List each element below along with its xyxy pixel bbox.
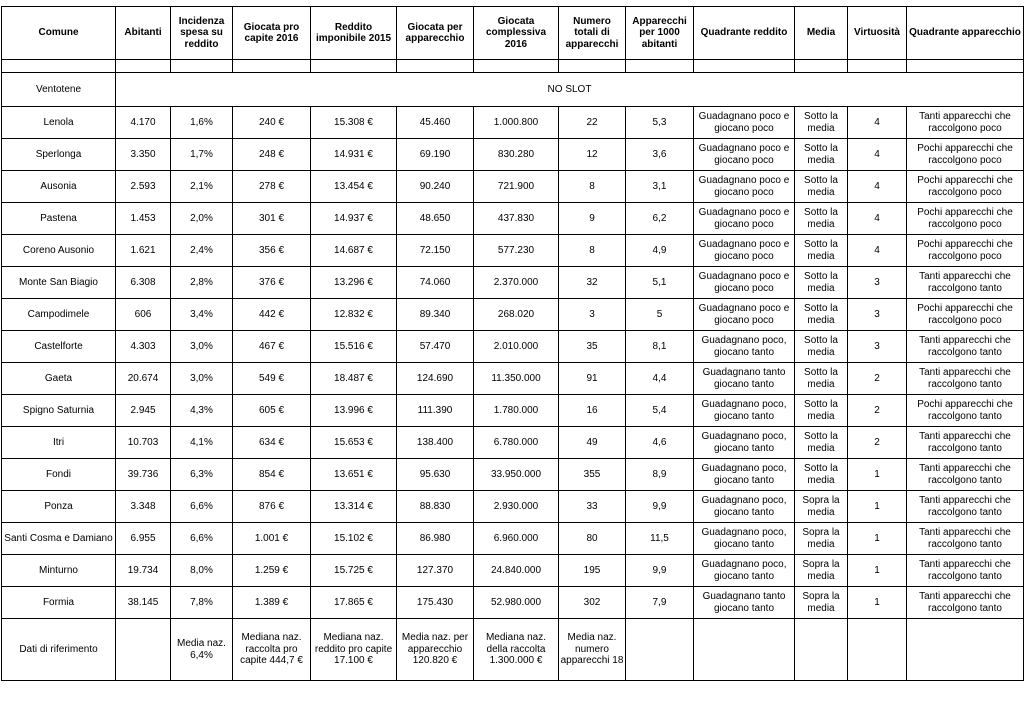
table-cell: 86.980 (397, 523, 474, 555)
table-cell: Guadagnano poco, giocano tanto (694, 331, 795, 363)
table-cell: 3 (559, 299, 626, 331)
table-cell: 3 (848, 299, 907, 331)
table-cell: 74.060 (397, 267, 474, 299)
table-cell: Minturno (2, 555, 116, 587)
table-cell: 1.453 (116, 203, 171, 235)
table-cell: Pochi apparecchi che raccolgono poco (907, 299, 1024, 331)
table-cell: Pochi apparecchi che raccolgono poco (907, 139, 1024, 171)
table-cell: Guadagnano poco, giocano tanto (694, 491, 795, 523)
table-cell: 6,6% (171, 523, 233, 555)
table-cell: Guadagnano poco, giocano tanto (694, 523, 795, 555)
table-cell: 33 (559, 491, 626, 523)
table-cell: Pastena (2, 203, 116, 235)
table-cell: 52.980.000 (474, 587, 559, 619)
table-cell: 24.840.000 (474, 555, 559, 587)
reference-cell (694, 619, 795, 681)
table-cell: 39.736 (116, 459, 171, 491)
table-cell: 605 € (233, 395, 311, 427)
table-cell: 88.830 (397, 491, 474, 523)
table-cell: 8,9 (626, 459, 694, 491)
table-cell: 302 (559, 587, 626, 619)
table-cell: Guadagnano poco e giocano poco (694, 299, 795, 331)
table-cell: Pochi apparecchi che raccolgono poco (907, 171, 1024, 203)
table-cell: Fondi (2, 459, 116, 491)
no-slot-note: NO SLOT (116, 73, 1024, 107)
table-cell: 38.145 (116, 587, 171, 619)
table-cell: 2.010.000 (474, 331, 559, 363)
table-cell: 12.832 € (311, 299, 397, 331)
table-cell: 17.865 € (311, 587, 397, 619)
table-cell: 4 (848, 203, 907, 235)
column-header: Virtuosità (848, 7, 907, 60)
table-cell: 4.170 (116, 107, 171, 139)
table-cell: 6,2 (626, 203, 694, 235)
column-header: Apparecchi per 1000 abitanti (626, 7, 694, 60)
table-cell: Lenola (2, 107, 116, 139)
table-cell: 9,9 (626, 491, 694, 523)
table-cell: 13.314 € (311, 491, 397, 523)
table-cell: 1.001 € (233, 523, 311, 555)
table-cell: 69.190 (397, 139, 474, 171)
table-cell: 854 € (233, 459, 311, 491)
table-cell: 57.470 (397, 331, 474, 363)
table-cell: 11,5 (626, 523, 694, 555)
table-cell: 5,4 (626, 395, 694, 427)
table-cell: 437.830 (474, 203, 559, 235)
table-container (1, 6, 1024, 681)
table-cell: 8,0% (171, 555, 233, 587)
table-cell: Sotto la media (795, 459, 848, 491)
reference-cell (848, 619, 907, 681)
table-cell: Sopra la media (795, 491, 848, 523)
table-cell: 467 € (233, 331, 311, 363)
table-cell: 4 (848, 171, 907, 203)
table-cell: 4,3% (171, 395, 233, 427)
reference-cell (795, 619, 848, 681)
table-cell: 12 (559, 139, 626, 171)
table-row (2, 171, 1024, 203)
table-cell: 3,0% (171, 363, 233, 395)
table-cell: Sotto la media (795, 363, 848, 395)
table-cell: 5,1 (626, 267, 694, 299)
table-cell: 4 (848, 139, 907, 171)
table-cell: Guadagnano poco, giocano tanto (694, 459, 795, 491)
table-cell: 2,4% (171, 235, 233, 267)
table-cell: 124.690 (397, 363, 474, 395)
column-header: Quadrante reddito (694, 7, 795, 60)
table-row (2, 523, 1024, 555)
table-cell: Tanti apparecchi che raccolgono tanto (907, 555, 1024, 587)
table-cell: Guadagnano poco, giocano tanto (694, 555, 795, 587)
table-cell: 4 (848, 107, 907, 139)
table-cell: 634 € (233, 427, 311, 459)
table-cell: 278 € (233, 171, 311, 203)
reference-cell (626, 619, 694, 681)
table-cell: 2.370.000 (474, 267, 559, 299)
table-cell: 14.687 € (311, 235, 397, 267)
table-cell: Sotto la media (795, 267, 848, 299)
table-cell: Tanti apparecchi che raccolgono tanto (907, 363, 1024, 395)
table-cell: 1.259 € (233, 555, 311, 587)
table-cell: 14.931 € (311, 139, 397, 171)
table-cell: Sotto la media (795, 331, 848, 363)
table-cell: 10.703 (116, 427, 171, 459)
table-cell: Tanti apparecchi che raccolgono poco (907, 107, 1024, 139)
table-cell: Sopra la media (795, 523, 848, 555)
table-row (2, 395, 1024, 427)
table-cell: Tanti apparecchi che raccolgono tanto (907, 267, 1024, 299)
table-cell: 442 € (233, 299, 311, 331)
table-cell: 2,0% (171, 203, 233, 235)
table-cell: Ponza (2, 491, 116, 523)
table-cell: Sotto la media (795, 235, 848, 267)
table-cell: Guadagnano tanto giocano tanto (694, 363, 795, 395)
column-header: Abitanti (116, 7, 171, 60)
table-cell: 4.303 (116, 331, 171, 363)
table-cell: 4,4 (626, 363, 694, 395)
table-cell: 6.960.000 (474, 523, 559, 555)
table-row (2, 203, 1024, 235)
table-cell: 8,1 (626, 331, 694, 363)
table-cell: 1 (848, 523, 907, 555)
table-cell: Sotto la media (795, 299, 848, 331)
table-row (2, 107, 1024, 139)
table-cell: 1 (848, 459, 907, 491)
table-cell: 4 (848, 235, 907, 267)
table-cell: 2 (848, 427, 907, 459)
table-cell: 13.996 € (311, 395, 397, 427)
table-cell: 45.460 (397, 107, 474, 139)
table-cell: Sopra la media (795, 555, 848, 587)
table-cell: 16 (559, 395, 626, 427)
table-cell: 1.780.000 (474, 395, 559, 427)
reference-cell: Media naz. numero apparecchi 18 (559, 619, 626, 681)
table-cell: Guadagnano poco e giocano poco (694, 235, 795, 267)
table-cell: 13.651 € (311, 459, 397, 491)
table-cell: 4,9 (626, 235, 694, 267)
table-cell: Tanti apparecchi che raccolgono tanto (907, 523, 1024, 555)
table-cell: Tanti apparecchi che raccolgono tanto (907, 587, 1024, 619)
table-cell: Tanti apparecchi che raccolgono tanto (907, 427, 1024, 459)
reference-cell: Dati di riferimento (2, 619, 116, 681)
table-cell: 2 (848, 395, 907, 427)
reference-cell: Media naz. 6,4% (171, 619, 233, 681)
table-cell: Guadagnano poco e giocano poco (694, 139, 795, 171)
table-cell: 3,4% (171, 299, 233, 331)
column-header: Media (795, 7, 848, 60)
table-row (2, 299, 1024, 331)
table-cell: 3 (848, 267, 907, 299)
table-cell: 2,8% (171, 267, 233, 299)
table-cell: 2 (848, 363, 907, 395)
table-cell: 15.653 € (311, 427, 397, 459)
table-cell: 1 (848, 587, 907, 619)
table-cell: 14.937 € (311, 203, 397, 235)
table-cell: 72.150 (397, 235, 474, 267)
table-cell: 376 € (233, 267, 311, 299)
table-cell: 876 € (233, 491, 311, 523)
table-row (2, 235, 1024, 267)
table-cell: 7,8% (171, 587, 233, 619)
table-cell: Sotto la media (795, 203, 848, 235)
table-row (2, 555, 1024, 587)
table-cell: 4,6 (626, 427, 694, 459)
table-cell: 95.630 (397, 459, 474, 491)
table-cell: 1.621 (116, 235, 171, 267)
table-cell: Sperlonga (2, 139, 116, 171)
table-cell: Sotto la media (795, 395, 848, 427)
table-row (2, 491, 1024, 523)
table-cell: Sotto la media (795, 427, 848, 459)
table-cell: 830.280 (474, 139, 559, 171)
table-cell: 1,7% (171, 139, 233, 171)
table-cell: Tanti apparecchi che raccolgono tanto (907, 459, 1024, 491)
table-cell: 49 (559, 427, 626, 459)
table-cell: Guadagnano tanto giocano tanto (694, 587, 795, 619)
table-cell: 15.102 € (311, 523, 397, 555)
table-cell: 195 (559, 555, 626, 587)
table-cell: 6.308 (116, 267, 171, 299)
table-cell: 721.900 (474, 171, 559, 203)
table-cell: 35 (559, 331, 626, 363)
table-cell: 301 € (233, 203, 311, 235)
table-cell: 6,6% (171, 491, 233, 523)
table-cell: Guadagnano poco e giocano poco (694, 107, 795, 139)
table-cell: 9,9 (626, 555, 694, 587)
table-cell: 3.350 (116, 139, 171, 171)
table-cell: Formia (2, 587, 116, 619)
table-cell: Itri (2, 427, 116, 459)
table-cell: 355 (559, 459, 626, 491)
reference-cell: Media naz. per apparecchio 120.820 € (397, 619, 474, 681)
spacer-row (2, 60, 1024, 73)
table-cell: 577.230 (474, 235, 559, 267)
table-cell: 15.308 € (311, 107, 397, 139)
table-cell: 7,9 (626, 587, 694, 619)
table-cell: Pochi apparecchi che raccolgono poco (907, 235, 1024, 267)
table-cell: 18.487 € (311, 363, 397, 395)
table-cell: 8 (559, 171, 626, 203)
table-row (2, 331, 1024, 363)
table-cell: 15.516 € (311, 331, 397, 363)
reference-cell: Mediana naz. della raccolta 1.300.000 € (474, 619, 559, 681)
cell-comune: Ventotene (2, 73, 116, 107)
table-row (2, 139, 1024, 171)
table-cell: 127.370 (397, 555, 474, 587)
table-cell: 48.650 (397, 203, 474, 235)
table-cell: 2.930.000 (474, 491, 559, 523)
table-cell: Guadagnano poco e giocano poco (694, 267, 795, 299)
table-cell: Castelforte (2, 331, 116, 363)
table-cell: 9 (559, 203, 626, 235)
table-cell: 1.000.800 (474, 107, 559, 139)
table-cell: 549 € (233, 363, 311, 395)
table-cell: 248 € (233, 139, 311, 171)
table-cell: Ausonia (2, 171, 116, 203)
table-cell: 3,0% (171, 331, 233, 363)
table-cell: Coreno Ausonio (2, 235, 116, 267)
table-cell: 1,6% (171, 107, 233, 139)
table-cell: 356 € (233, 235, 311, 267)
table-cell: Sotto la media (795, 139, 848, 171)
data-table (1, 6, 1024, 681)
table-cell: 11.350.000 (474, 363, 559, 395)
table-cell: 13.296 € (311, 267, 397, 299)
column-header: Giocata pro capite 2016 (233, 7, 311, 60)
table-cell: 3,6 (626, 139, 694, 171)
table-cell: 268.020 (474, 299, 559, 331)
column-header: Numero totali di apparecchi (559, 7, 626, 60)
table-cell: Sotto la media (795, 171, 848, 203)
table-cell: Pochi apparecchi che raccolgono poco (907, 203, 1024, 235)
reference-row (2, 619, 1024, 681)
column-header: Giocata per apparecchio (397, 7, 474, 60)
table-cell: 1 (848, 555, 907, 587)
table-cell: Gaeta (2, 363, 116, 395)
table-cell: 80 (559, 523, 626, 555)
table-cell: 2.945 (116, 395, 171, 427)
column-header: Quadrante apparecchio (907, 7, 1024, 60)
reference-cell (116, 619, 171, 681)
table-cell: 6,3% (171, 459, 233, 491)
table-cell: 1 (848, 491, 907, 523)
table-cell: 6.780.000 (474, 427, 559, 459)
table-cell: 5 (626, 299, 694, 331)
table-cell: Spigno Saturnia (2, 395, 116, 427)
table-cell: Guadagnano poco e giocano poco (694, 203, 795, 235)
table-cell: 2.593 (116, 171, 171, 203)
table-row-ventotene (2, 73, 1024, 107)
table-row (2, 267, 1024, 299)
table-cell: 2,1% (171, 171, 233, 203)
header-row (2, 7, 1024, 60)
table-cell: Sopra la media (795, 587, 848, 619)
table-cell: Tanti apparecchi che raccolgono tanto (907, 331, 1024, 363)
table-cell: 5,3 (626, 107, 694, 139)
table-cell: Guadagnano poco, giocano tanto (694, 427, 795, 459)
table-cell: 15.725 € (311, 555, 397, 587)
table-cell: Guadagnano poco e giocano poco (694, 171, 795, 203)
table-cell: 32 (559, 267, 626, 299)
column-header: Comune (2, 7, 116, 60)
table-cell: 111.390 (397, 395, 474, 427)
table-cell: 6.955 (116, 523, 171, 555)
table-cell: 33.950.000 (474, 459, 559, 491)
table-cell: 606 (116, 299, 171, 331)
column-header: Reddito imponibile 2015 (311, 7, 397, 60)
reference-cell: Mediana naz. reddito pro capite 17.100 € (311, 619, 397, 681)
table-row (2, 587, 1024, 619)
table-cell: 91 (559, 363, 626, 395)
table-cell: 90.240 (397, 171, 474, 203)
column-header: Giocata complessiva 2016 (474, 7, 559, 60)
table-cell: 3.348 (116, 491, 171, 523)
table-row (2, 363, 1024, 395)
table-cell: 3,1 (626, 171, 694, 203)
table-cell: 4,1% (171, 427, 233, 459)
table-cell: 138.400 (397, 427, 474, 459)
table-cell: Tanti apparecchi che raccolgono tanto (907, 491, 1024, 523)
table-cell: 13.454 € (311, 171, 397, 203)
table-cell: Pochi apparecchi che raccolgono tanto (907, 395, 1024, 427)
reference-cell (907, 619, 1024, 681)
table-cell: 1.389 € (233, 587, 311, 619)
reference-cell: Mediana naz. raccolta pro capite 444,7 € (233, 619, 311, 681)
table-cell: 3 (848, 331, 907, 363)
table-cell: Monte San Biagio (2, 267, 116, 299)
table-row (2, 427, 1024, 459)
table-cell: 19.734 (116, 555, 171, 587)
table-cell: 175.430 (397, 587, 474, 619)
table-cell: Sotto la media (795, 107, 848, 139)
table-cell: 89.340 (397, 299, 474, 331)
column-header: Incidenza spesa su reddito (171, 7, 233, 60)
table-cell: Guadagnano poco, giocano tanto (694, 395, 795, 427)
table-row (2, 459, 1024, 491)
table-cell: 240 € (233, 107, 311, 139)
table-cell: 22 (559, 107, 626, 139)
table-cell: Santi Cosma e Damiano (2, 523, 116, 555)
table-cell: Campodimele (2, 299, 116, 331)
table-cell: 8 (559, 235, 626, 267)
table-cell: 20.674 (116, 363, 171, 395)
